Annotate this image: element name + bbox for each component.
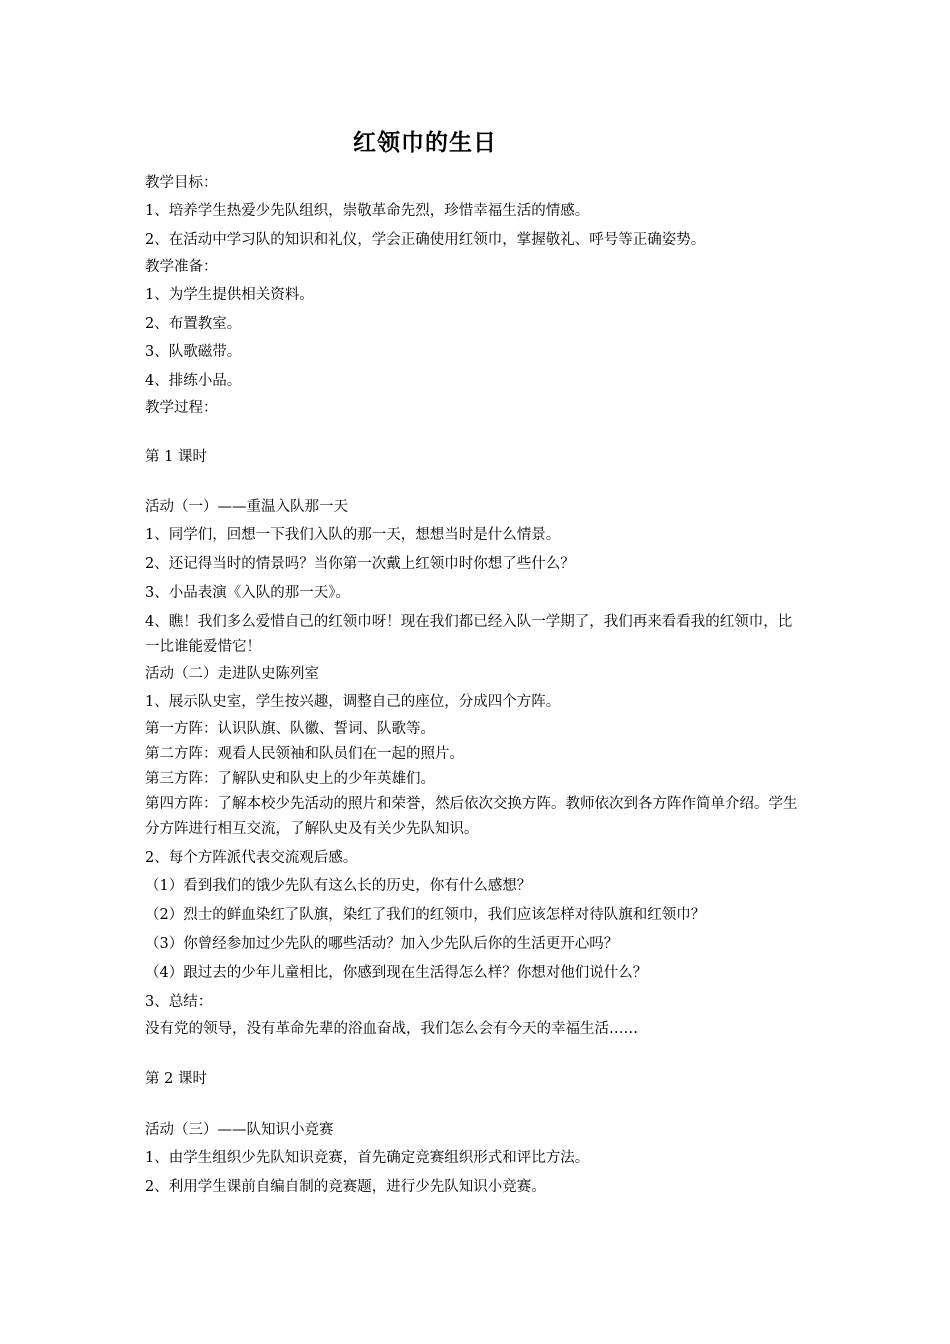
activity-2-item-2: 2、每个方阵派代表交流观后感。: [145, 850, 358, 866]
prep-item-3: 3、队歌磁带。: [145, 344, 242, 360]
activity-3-heading: 活动（三）——队知识小竞赛: [145, 1122, 334, 1138]
activity-3-item-2: 2、利用学生课前自编自制的竞赛题，进行少先队知识小竞赛。: [145, 1179, 546, 1195]
activity-1-item-3: 3、小品表演《入队的那一天》。: [145, 585, 350, 601]
goal-item-2: 2、在活动中学习队的知识和礼仪，学会正确使用红领巾，掌握敬礼、呼号等正确姿势。: [145, 232, 706, 248]
goal-item-1: 1、培养学生热爱少先队组织，崇敬革命先烈，珍惜幸福生活的情感。: [145, 203, 590, 219]
phalanx-1: 第一方阵：认识队旗、队徽、誓词、队歌等。: [145, 721, 435, 737]
activity-2-item-1: 1、展示队史室，学生按兴趣，调整自己的座位，分成四个方阵。: [145, 694, 561, 710]
heading-teaching-process: 教学过程：: [145, 400, 218, 416]
prep-item-1: 1、为学生提供相关资料。: [145, 287, 314, 303]
lesson-2-heading: 第 2 课时: [145, 1071, 207, 1087]
activity-2-heading: 活动（二）走进队史陈列室: [145, 666, 319, 682]
lesson-1-heading: 第 1 课时: [145, 449, 207, 465]
activity-1-item-1: 1、同学们，回想一下我们入队的那一天，想想当时是什么情景。: [145, 527, 561, 543]
prep-item-4: 4、排练小品。: [145, 373, 242, 389]
activity-1-item-2: 2、还记得当时的情景吗？当你第一次戴上红领巾时你想了些什么？: [145, 556, 575, 572]
document-title: 红领巾的生日: [353, 130, 497, 156]
phalanx-4: 第四方阵：了解本校少先活动的照片和荣誉，然后依次交换方阵。教师依次到各方阵作简单介绍。学生分方阵进行相互交流，了解队史及有关少先队知识。: [145, 796, 798, 837]
question-4: （4）跟过去的少年儿童相比，你感到现在生活得怎么样？你想对他们说什么？: [145, 965, 648, 981]
question-2: （2）烈士的鲜血染红了队旗，染红了我们的红领巾，我们应该怎样对待队旗和红领巾？: [145, 907, 706, 923]
activity-1-item-4: 4、瞧！我们多么爱惜自己的红领巾呀！现在我们都已经入队一学期了，我们再来看看我的红领巾，比一比谁能爱惜它！: [145, 614, 793, 655]
question-1: （1）看到我们的饿少先队有这么长的历史，你有什么感想？: [145, 878, 532, 894]
summary-heading: 3、总结：: [145, 994, 213, 1010]
question-3: （3）你曾经参加过少先队的哪些活动？加入少先队后你的生活更开心吗？: [145, 936, 619, 952]
heading-teaching-goals: 教学目标：: [145, 175, 218, 191]
activity-1-heading: 活动（一）——重温入队那一天: [145, 499, 348, 515]
phalanx-3: 第三方阵：了解队史和队史上的少年英雄们。: [145, 771, 435, 787]
heading-teaching-prep: 教学准备：: [145, 259, 218, 275]
prep-item-2: 2、布置教室。: [145, 316, 242, 332]
phalanx-2: 第二方阵：观看人民领袖和队员们在一起的照片。: [145, 746, 464, 762]
summary-text: 没有党的领导，没有革命先辈的浴血奋战，我们怎么会有今天的幸福生活……: [145, 1021, 638, 1037]
activity-3-item-1: 1、由学生组织少先队知识竞赛，首先确定竞赛组织形式和评比方法。: [145, 1150, 590, 1166]
